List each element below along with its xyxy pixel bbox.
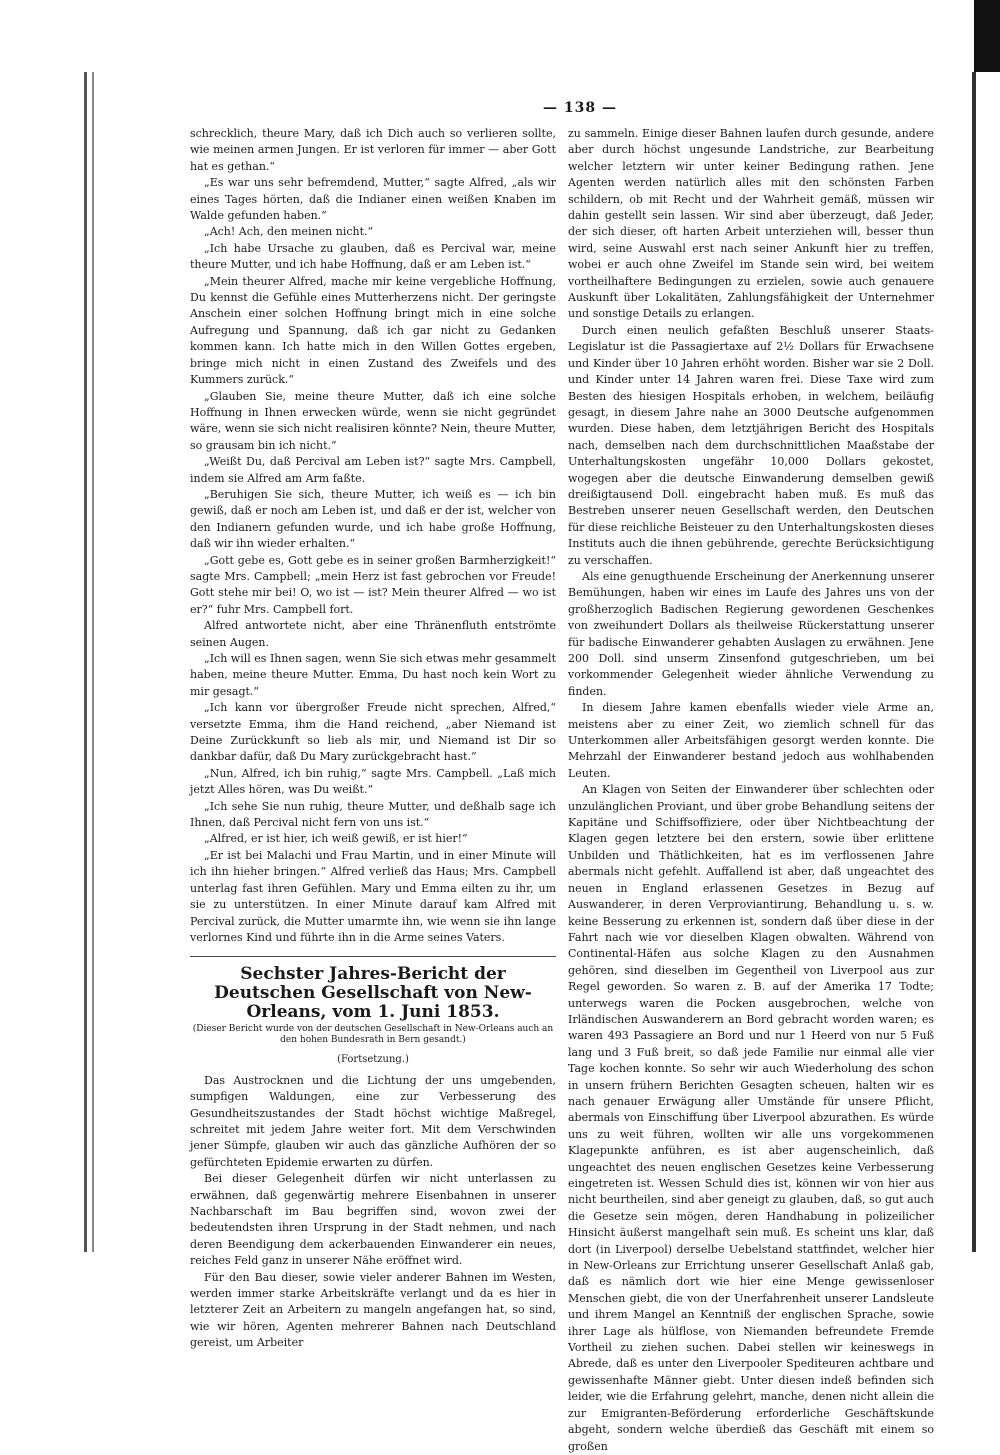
- story-paragraph: „Ich kann vor übergroßer Freude nicht sprechen, Alfred,“ versetzte Emma, ihm die Hand reichend, „aber Niemand ist Deine Zurückkunft so lieb als mir, und Niemand ist Dir so dankbar dafür, daß Du Mary zurückgebracht hast.“: [190, 701, 556, 764]
- story-paragraph: schrecklich, theure Mary, daß ich Dich auch so verlieren sollte, wie meinen armen Jungen. Er ist verloren für immer — aber Gott hat es gethan.“: [190, 127, 556, 173]
- story-paragraph: „Es war uns sehr befremdend, Mutter,“ sagte Alfred, „als wir eines Tages hörten, daß die Indianer einen weißen Knaben im Walde gefunden haben.“: [190, 176, 556, 223]
- story-paragraph: „Ach! Ach, den meinen nicht.“: [204, 225, 374, 239]
- story-paragraph: „Gott gebe es, Gott gebe es in seiner großen Barmherzigkeit!“ sagte Mrs. Campbell; „mein Herz ist fast gebrochen vor Freude! Gott stehe mir bei! O, wo ist — ist? Mein theurer Alfred — wo ist er?“ fuhr Mrs. Campbell fort.: [190, 553, 556, 616]
- right-column: [568, 126, 934, 1453]
- scan-binding-edge: [84, 72, 87, 1252]
- page-number: — 138 —: [543, 100, 617, 116]
- story-paragraph: „Nun, Alfred, ich bin ruhig,“ sagte Mrs. Campbell. „Laß mich jetzt Alles hören, was Du weißt.“: [190, 766, 556, 797]
- document-page: [190, 100, 960, 1453]
- scan-right-edge: [972, 72, 976, 1252]
- story-paragraph: Alfred antwortete nicht, aber eine Thränenfluth entströmte seinen Augen.: [190, 619, 556, 649]
- story-paragraph: „Alfred, er ist hier, ich weiß gewiß, er ist hier!“: [204, 832, 468, 846]
- left-column: [190, 126, 556, 1350]
- story-paragraph: „Ich will es Ihnen sagen, wenn Sie sich etwas mehr gesammelt haben, meine theure Mutter. Emma, Du hast noch kein Wort zu mir gesagt.“: [190, 652, 556, 698]
- article-paragraph: Das Austrocknen und die Lichtung der uns umgebenden, sumpfigen Waldungen, eine zur Verbesserung des Gesundheitszustandes der Stadt höchst wichtige Maßregel, schreitet mit jedem Jahre weiter fort. Mit dem Verschwinden jener Sümpfe, glauben wir auch das gänzliche Aufhören der so gefürchteten Epidemie erwarten zu dürfen.: [190, 1073, 556, 1169]
- continuation-label: (Fortsetzung.): [337, 1054, 409, 1066]
- story-paragraph: „Ich sehe Sie nun ruhig, theure Mutter, und deßhalb sage ich Ihnen, daß Percival nicht fern von uns ist.“: [190, 799, 556, 830]
- scan-dark-corner: [974, 0, 1000, 72]
- article-paragraph: An Klagen von Seiten der Einwanderer über schlechten oder unzulänglichen Proviant, und über grobe Behandlung seitens der Kapitäne und Schiffsoffiziere, oder über Nichtbeachtung der Klagen gegen letztere bei den erstern, sowie über erlittene Unbilden und Thätlichkeiten, hat es im verflossenen Jahre abermals nicht gefehlt. Auffallend ist aber, daß ungeachtet des neuen in England erlassenen Gesetzes in Bezug auf Auswanderer, in deren Verproviantirung, Behandlung u. s. w. keine Besserung zu erkennen ist, sondern daß über diese in der Fahrt nach wie vor dieselben Klagen obwalten. Während von Continental-Häfen aus solche Klagen zu den Ausnahmen gehören, sind dieselben im Gegentheil von Liverpool aus zur Regel geworden. So waren z. B. auf der Amerika 17 Todte; unterwegs waren die Pocken ausgebrochen, welche von Irländischen Auswanderern an Bord gebracht worden waren; es waren 493 Passagiere an Bord und nur 1 Heerd von nur 5 Fuß lang und 3 Fuß breit, so daß jede Familie nur einmal alle vier Tage kochen konnte. So sehr wir auch Wiederholung des schon in unsern frühern Berichten Gesagten scheuen, halten wir es nach genauer Erwägung aller Umstände für unsere Pflicht, abermals von Einschiffung über Liverpool abzurathen. Es würde uns zu weit führen, wollten wir alle uns vorgekommenen Klagepunkte anführen, es ist aber augenscheinlich, daß ungeachtet des neuen englischen Gesetzes keine Verbesserung eingetreten ist. Wessen Schuld dies ist, können wir von hier aus nicht beurtheilen, sind aber geneigt zu glauben, daß, so gut auch die Gesetze sein mögen, deren Handhabung in polizeilicher Hinsicht äußerst mangelhaft sein muß. Es scheint uns klar, daß dort (in Liverpool) derselbe Uebelstand stattfindet, welcher hier in New-Orleans zur Errichtung unserer Gesellschaft Anlaß gab, daß es nämlich dort wie hier eine Menge gewissenloser Menschen giebt, die von der Unerfahrenheit unserer Landsleute und ihrem Mangel an Kenntniß der englischen Sprache, sowie ihrer Lage als hülflose, von Niemanden befreundete Fremde Vortheil zu ziehen suchen. Dabei stellen wir keineswegs in Abrede, daß es unter den Liverpooler Spediteuren achtbare und gewissenhafte Männer giebt. Unter diesen indeß befinden sich leider, wie die Erfahrung gelehrt, manche, denen nicht allein die zur Emigranten-Beförderung erforderliche Geschäftskunde abgeht, sondern welche überdieß das Geschäft mit einem so großen: [568, 783, 934, 1453]
- article-paragraph: Bei dieser Gelegenheit dürfen wir nicht unterlassen zu erwähnen, daß gegenwärtig mehrere Eisenbahnen in unserer Nachbarschaft im Bau begriffen sind, wovon zwei der bedeutendsten ihren Ursprung in der Stadt nehmen, und nach deren Beendigung dem ackerbauenden Einwanderer ein neues, reiches Feld ganz in unserer Nähe eröffnet wird.: [190, 1172, 556, 1268]
- article-paragraph: zu sammeln. Einige dieser Bahnen laufen durch gesunde, andere aber durch höchst ungesunde Landstriche, zur Bearbeitung welcher letztern wir unter keiner Bedingung rathen. Jene Agenten werden natürlich alles mit den schönsten Farben schildern, ob mit Recht und der Wahrheit gemäß, müssen wir dahin gestellt sein lassen. Wir sind aber überzeugt, daß Jeder, der sich dieser, oft harten Arbeit unterziehen will, besser thun wird, seine Auswahl erst nach seiner Ankunft hier zu treffen, wobei er auch ohne Zweifel im Stande sein wird, bei weitem vortheilhaftere Bedingungen zu erzielen, sowie auch genauere Auskunft über Lokalitäten, Zahlungsfähigkeit der Unternehmer und sonstige Details zu erlangen.: [568, 127, 934, 321]
- article-paragraph: Für den Bau dieser, sowie vieler anderer Bahnen im Westen, werden immer starke Arbeitskräfte verlangt und da es hier in letzterer Zeit an Arbeitern zu mangeln angefangen hat, so sind, wie wir hören, Agenten mehrerer Bahnen nach Deutschland gereist, um Arbeiter: [190, 1270, 556, 1350]
- article-paragraph: Als eine genugthuende Erscheinung der Anerkennung unserer Bemühungen, haben wir eines im Laufe des Jahres uns von der großherzoglich Badischen Regierung gewordenen Geschenkes von zweihundert Dollars als theilweise Rückerstattung unserer für badische Einwanderer gehabten Auslagen zu erwähnen. Jene 200 Doll. sind unserm Zinsenfond gutgeschrieben, um bei vorkommender Gelegenheit wieder ähnliche Verwendung zu finden.: [568, 569, 934, 698]
- scan-binding-edge-inner: [92, 72, 94, 1252]
- article-paragraph: In diesem Jahre kamen ebenfalls wieder viele Arme an, meistens aber zu einer Zeit, wo ziemlich schnell für das Unterkommen aller Arbeitsfähigen gesorgt werden konnte. Die Mehrzahl der Einwanderer bestand jedoch aus wohlhabenden Leuten.: [568, 701, 934, 780]
- article-paragraph: Durch einen neulich gefaßten Beschluß unserer Staats-Legislatur ist die Passagiertaxe auf 2½ Dollars für Erwachsene und Kinder über 10 Jahren erhöht worden. Bisher war sie 2 Doll. und Kinder unter 14 Jahren waren frei. Diese Taxe wird zum Besten des hiesigen Hospitals erhoben, in welchem, beiläufig gesagt, in diesem Jahre nahe an 3000 Deutsche aufgenommen wurden. Diese haben, dem letztjährigen Bericht des Hospitals nach, demselben nach dem durchschnittlichen Maaßstabe der Unterhaltungskosten ungefähr 10,000 Dollars gekostet, wogegen aber die deutsche Einwanderung demselben gewiß dreißigtausend Doll. eingebracht haben muß. Es muß das Bestreben unserer neuen Gesellschaft werden, den Deutschen für diese reichliche Beisteuer zu den Unterhaltungskosten dieses Instituts auch die ihnen gebührende, gerechte Berücksichtigung zu verschaffen.: [568, 323, 934, 567]
- story-paragraph: „Glauben Sie, meine theure Mutter, daß ich eine solche Hoffnung in Ihnen erwecken würde, wenn sie nicht gegründet wäre, wenn sie sich nicht realisiren könnte? Nein, theure Mutter, so grausam bin ich nicht.“: [190, 389, 556, 452]
- article-note: (Dieser Bericht wurde von der deutschen Gesellschaft in New-Orleans auch an den hohen Bundesrath in Bern gesandt.): [192, 1024, 554, 1046]
- story-paragraph: „Ich habe Ursache zu glauben, daß es Percival war, meine theure Mutter, und ich habe Hoffnung, daß er am Leben ist.“: [190, 241, 556, 272]
- story-paragraph: „Beruhigen Sie sich, theure Mutter, ich weiß es — ich bin gewiß, daß er noch am Leben ist, und daß er der ist, welcher von den Indianern gefunden wurde, und ich habe große Hoffnung, daß wir ihn wieder erhalten.“: [190, 487, 556, 551]
- story-paragraph: „Weißt Du, daß Percival am Leben ist?“ sagte Mrs. Campbell, indem sie Alfred am Arm faßte.: [190, 455, 556, 485]
- article-title: Sechster Jahres-Bericht der Deutschen Gesellschaft von New-Orleans, vom 1. Juni 1853.: [190, 956, 556, 1022]
- story-paragraph: „Mein theurer Alfred, mache mir keine vergebliche Hoffnung, Du kennst die Gefühle eines Mutterherzens nicht. Der geringste Anschein einer solchen Hoffnung bringt mich in eine solche Aufregung und Spannung, daß ich gar nicht zu Gedanken kommen kann. Ich hatte mich in den Willen Gottes ergeben, bringe mich nicht in einen Zustand des Zweifels und des Kummers zurück.“: [190, 274, 556, 387]
- story-paragraph: „Er ist bei Malachi und Frau Martin, und in einer Minute will ich ihn hieher bringen.“ Alfred verließ das Haus; Mrs. Campbell unterlag fast ihren Gefühlen. Mary und Emma eilten zu ihr, um sie zu unterstützen. In einer Minute darauf kam Alfred mit Percival zurück, die Mutter umarmte ihn, wie wenn sie ihn lange verlornes Kind und führte ihn in die Arme seines Vaters.: [190, 848, 556, 944]
